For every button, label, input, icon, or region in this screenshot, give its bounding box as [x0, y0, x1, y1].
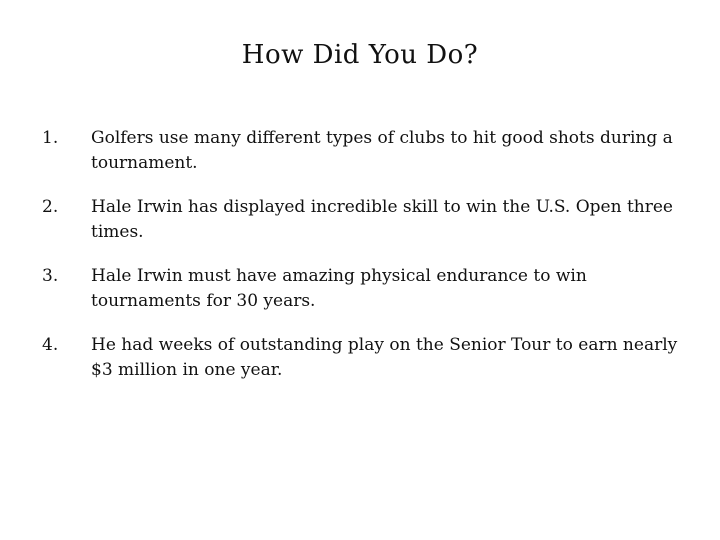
- item-text: Golfers use many different types of clubs to hit good shots during a tournament.: [91, 128, 673, 173]
- item-number: 3.: [42, 266, 59, 286]
- item-number: 1.: [42, 128, 59, 148]
- item-number: 2.: [42, 197, 59, 217]
- list-item: [42, 195, 682, 245]
- list-item: [42, 264, 682, 314]
- answer-list: [42, 126, 682, 402]
- item-text: Hale Irwin must have amazing physical endurance to win tournaments for 30 years.: [91, 266, 587, 311]
- item-text: Hale Irwin has displayed incredible skill to win the U.S. Open three times.: [91, 197, 673, 242]
- item-text: He had weeks of outstanding play on the Senior Tour to earn nearly $3 million in one year.: [91, 335, 678, 380]
- list-item: [42, 333, 682, 383]
- slide-title: How Did You Do?: [241, 40, 479, 70]
- list-item: [42, 126, 682, 176]
- item-number: 4.: [42, 335, 59, 355]
